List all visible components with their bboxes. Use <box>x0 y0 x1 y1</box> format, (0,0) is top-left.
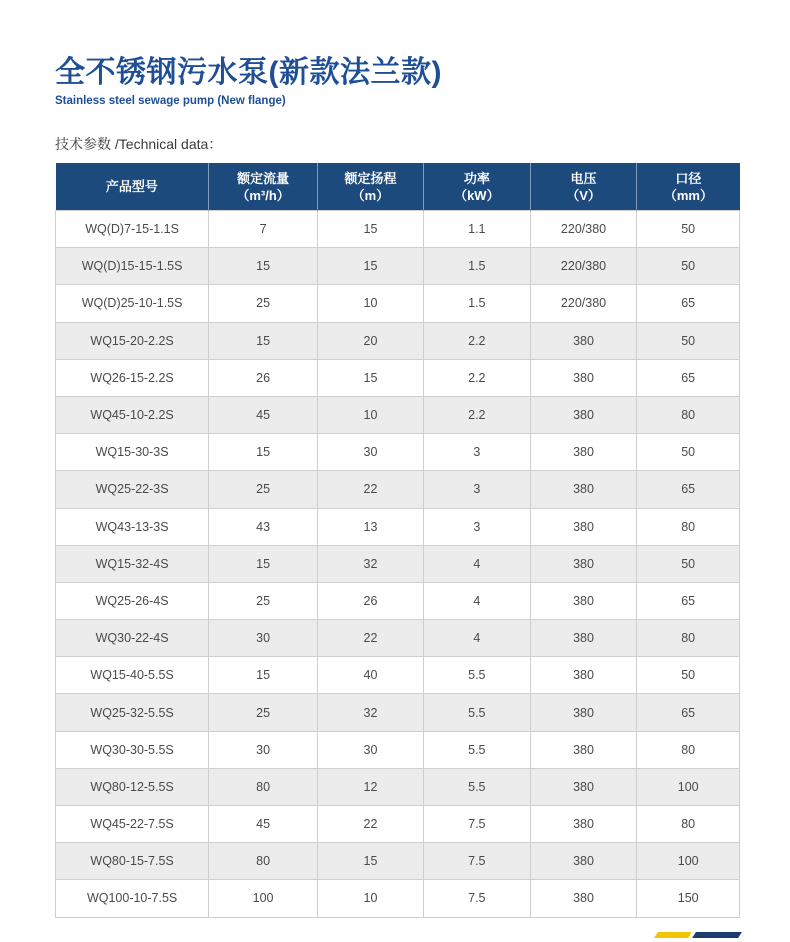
column-header: 额定扬程 （m） <box>317 163 423 211</box>
cell-value: 380 <box>530 843 637 880</box>
column-header: 产品型号 <box>56 163 209 211</box>
cell-value: 15 <box>209 322 318 359</box>
cell-model: WQ15-40-5.5S <box>56 657 209 694</box>
cell-value: 220/380 <box>530 248 637 285</box>
cell-value: 30 <box>317 731 423 768</box>
cell-value: 380 <box>530 471 637 508</box>
table-header-row <box>56 163 740 211</box>
cell-value: 30 <box>317 434 423 471</box>
table-row <box>56 806 740 843</box>
cell-value: 45 <box>209 806 318 843</box>
table-row <box>56 285 740 322</box>
cell-value: 380 <box>530 545 637 582</box>
cell-model: WQ26-15-2.2S <box>56 359 209 396</box>
cell-value: 380 <box>530 322 637 359</box>
cell-value: 32 <box>317 545 423 582</box>
cell-value: 150 <box>637 880 740 917</box>
cell-value: 1.5 <box>423 285 530 322</box>
cell-value: 3 <box>423 471 530 508</box>
cell-value: 3 <box>423 434 530 471</box>
cell-model: WQ43-13-3S <box>56 508 209 545</box>
table-row <box>56 471 740 508</box>
cell-model: WQ(D)15-15-1.5S <box>56 248 209 285</box>
cell-value: 80 <box>209 768 318 805</box>
cell-model: WQ15-30-3S <box>56 434 209 471</box>
cell-model: WQ15-32-4S <box>56 545 209 582</box>
cell-value: 50 <box>637 211 740 248</box>
cell-value: 15 <box>209 657 318 694</box>
table-body <box>56 211 740 918</box>
cell-value: 4 <box>423 582 530 619</box>
cell-value: 15 <box>209 434 318 471</box>
column-header: 口径 （mm） <box>637 163 740 211</box>
cell-value: 50 <box>637 248 740 285</box>
yellow-bar <box>654 932 692 938</box>
table-row <box>56 768 740 805</box>
cell-value: 2.2 <box>423 359 530 396</box>
cell-value: 22 <box>317 620 423 657</box>
cell-model: WQ25-26-4S <box>56 582 209 619</box>
cell-value: 100 <box>637 843 740 880</box>
table-row <box>56 657 740 694</box>
cell-value: 26 <box>209 359 318 396</box>
table-row <box>56 434 740 471</box>
cell-value: 100 <box>209 880 318 917</box>
cell-model: WQ80-15-7.5S <box>56 843 209 880</box>
table-row <box>56 508 740 545</box>
cell-value: 25 <box>209 694 318 731</box>
cell-value: 7.5 <box>423 843 530 880</box>
cell-value: 20 <box>317 322 423 359</box>
page-title: 全不锈钢污水泵(新款法兰款) <box>55 56 442 89</box>
table-row <box>56 731 740 768</box>
cell-model: WQ(D)7-15-1.1S <box>56 211 209 248</box>
cell-value: 380 <box>530 731 637 768</box>
cell-value: 65 <box>637 694 740 731</box>
cell-value: 220/380 <box>530 211 637 248</box>
table-row <box>56 396 740 433</box>
cell-value: 380 <box>530 806 637 843</box>
cell-value: 80 <box>637 806 740 843</box>
cell-value: 380 <box>530 508 637 545</box>
cell-value: 15 <box>317 211 423 248</box>
cell-model: WQ25-22-3S <box>56 471 209 508</box>
cell-value: 2.2 <box>423 396 530 433</box>
table-row <box>56 359 740 396</box>
cell-model: WQ45-22-7.5S <box>56 806 209 843</box>
cell-value: 4 <box>423 545 530 582</box>
cell-value: 43 <box>209 508 318 545</box>
cell-value: 80 <box>209 843 318 880</box>
cell-model: WQ15-20-2.2S <box>56 322 209 359</box>
cell-value: 1.5 <box>423 248 530 285</box>
cell-value: 25 <box>209 285 318 322</box>
cell-value: 13 <box>317 508 423 545</box>
cell-model: WQ25-32-5.5S <box>56 694 209 731</box>
cell-value: 22 <box>317 806 423 843</box>
cell-model: WQ30-22-4S <box>56 620 209 657</box>
cell-value: 2.2 <box>423 322 530 359</box>
table-row <box>56 582 740 619</box>
cell-value: 25 <box>209 582 318 619</box>
cell-value: 10 <box>317 880 423 917</box>
cell-value: 380 <box>530 768 637 805</box>
cell-value: 4 <box>423 620 530 657</box>
cell-value: 80 <box>637 620 740 657</box>
cell-value: 65 <box>637 582 740 619</box>
cell-value: 50 <box>637 434 740 471</box>
cell-model: WQ80-12-5.5S <box>56 768 209 805</box>
cell-value: 7.5 <box>423 880 530 917</box>
cell-value: 25 <box>209 471 318 508</box>
table-row <box>56 620 740 657</box>
cell-value: 3 <box>423 508 530 545</box>
cell-value: 12 <box>317 768 423 805</box>
cell-value: 65 <box>637 285 740 322</box>
table-row <box>56 880 740 917</box>
table-row <box>56 248 740 285</box>
cell-value: 100 <box>637 768 740 805</box>
cell-value: 32 <box>317 694 423 731</box>
cell-value: 380 <box>530 620 637 657</box>
table-row <box>56 843 740 880</box>
cell-model: WQ(D)25-10-1.5S <box>56 285 209 322</box>
cell-value: 380 <box>530 359 637 396</box>
cell-value: 45 <box>209 396 318 433</box>
cell-value: 50 <box>637 322 740 359</box>
cell-value: 380 <box>530 396 637 433</box>
cell-value: 5.5 <box>423 657 530 694</box>
cell-value: 80 <box>637 508 740 545</box>
column-header: 额定流量 （m³/h） <box>209 163 318 211</box>
table-row <box>56 545 740 582</box>
cell-value: 5.5 <box>423 731 530 768</box>
column-header: 功率 （kW） <box>423 163 530 211</box>
cell-value: 15 <box>209 248 318 285</box>
table-row <box>56 211 740 248</box>
cell-value: 380 <box>530 694 637 731</box>
content-area <box>0 55 790 918</box>
cell-value: 26 <box>317 582 423 619</box>
table-row <box>56 694 740 731</box>
cell-value: 7 <box>209 211 318 248</box>
cell-model: WQ100-10-7.5S <box>56 880 209 917</box>
cell-value: 1.1 <box>423 211 530 248</box>
cell-value: 380 <box>530 657 637 694</box>
cell-value: 50 <box>637 545 740 582</box>
cell-value: 65 <box>637 471 740 508</box>
cell-value: 380 <box>530 434 637 471</box>
cell-value: 15 <box>317 359 423 396</box>
cell-value: 40 <box>317 657 423 694</box>
cell-value: 10 <box>317 396 423 433</box>
cell-value: 7.5 <box>423 806 530 843</box>
cell-value: 80 <box>637 731 740 768</box>
cell-model: WQ30-30-5.5S <box>56 731 209 768</box>
cell-value: 15 <box>317 248 423 285</box>
cell-value: 380 <box>530 582 637 619</box>
cell-value: 5.5 <box>423 768 530 805</box>
table-header <box>56 163 740 211</box>
cell-value: 30 <box>209 731 318 768</box>
table-row <box>56 322 740 359</box>
column-header: 电压 （V） <box>530 163 637 211</box>
cell-value: 220/380 <box>530 285 637 322</box>
cell-value: 30 <box>209 620 318 657</box>
cell-value: 50 <box>637 657 740 694</box>
cell-value: 22 <box>317 471 423 508</box>
technical-data-table <box>55 163 740 918</box>
cell-value: 15 <box>209 545 318 582</box>
cell-value: 380 <box>530 880 637 917</box>
cell-model: WQ45-10-2.2S <box>56 396 209 433</box>
footer-decoration <box>656 932 740 938</box>
section-label: 技术参数 /Technical data： <box>55 136 223 152</box>
cell-value: 10 <box>317 285 423 322</box>
page-subtitle: Stainless steel sewage pump (New flange) <box>55 95 286 107</box>
cell-value: 80 <box>637 396 740 433</box>
cell-value: 5.5 <box>423 694 530 731</box>
navy-bar <box>692 932 742 938</box>
cell-value: 15 <box>317 843 423 880</box>
cell-value: 65 <box>637 359 740 396</box>
